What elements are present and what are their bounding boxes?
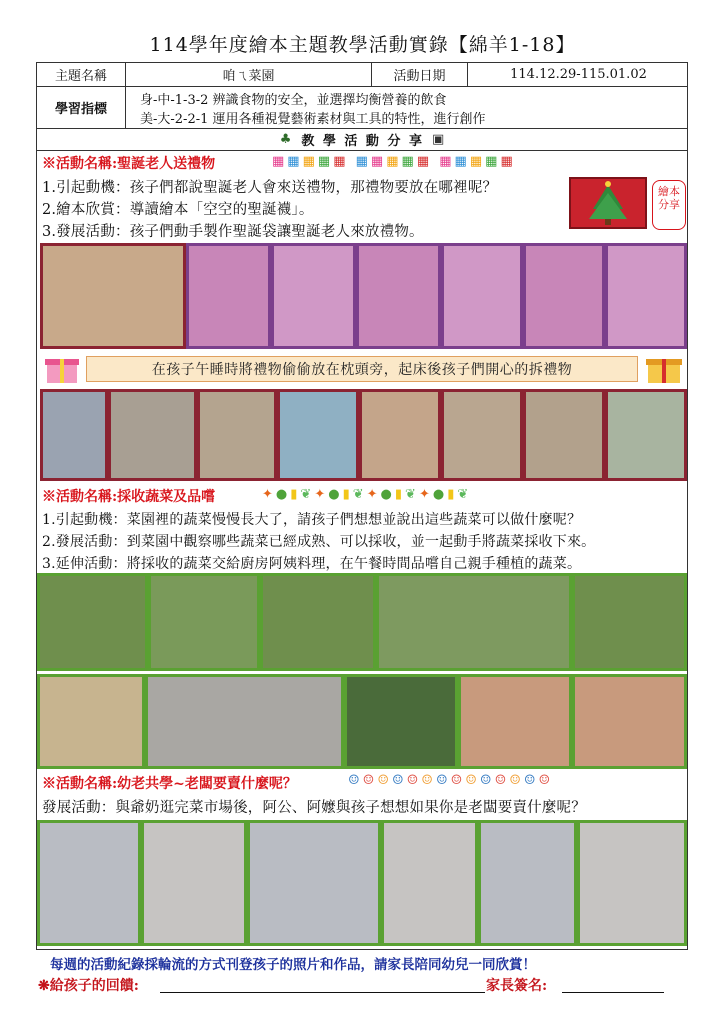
feedback-line[interactable] bbox=[160, 992, 485, 993]
share-heading: 教 學 活 動 分 享 bbox=[301, 133, 424, 149]
activity-2-title: ※活動名稱:採收蔬菜及品嚐 bbox=[42, 489, 216, 505]
photo bbox=[376, 573, 572, 671]
photo bbox=[441, 389, 523, 481]
book-share-tag: 繪本分享 bbox=[652, 180, 686, 230]
photo bbox=[605, 389, 687, 481]
photo bbox=[381, 820, 478, 946]
photo bbox=[37, 674, 145, 769]
activity-3-line-1: 發展活動：與爺奶逛完菜市場後，阿公、阿嬤與孩子想想如果你是老闆要賣什麼呢？ bbox=[42, 800, 586, 816]
photo bbox=[572, 674, 687, 769]
photo bbox=[458, 674, 572, 769]
photo bbox=[605, 243, 687, 349]
photo bbox=[260, 573, 376, 671]
activity-2-line-2: 2.發展活動：到菜園中觀察哪些蔬菜已經成熟、可以採收，並一起動手將蔬菜採收下來。 bbox=[42, 534, 596, 550]
date-value: 114.12.29-115.01.02 bbox=[467, 62, 689, 86]
share-heading-row bbox=[36, 128, 688, 150]
photo bbox=[572, 573, 687, 671]
photo bbox=[37, 820, 141, 946]
activity-1-caption: 在孩子午睡時將禮物偷偷放在枕頭旁，起床後孩子們開心的拆禮物 bbox=[86, 356, 638, 382]
photo bbox=[344, 674, 458, 769]
photo bbox=[271, 243, 356, 349]
indicator-2: 美-大-2-2-1 運用各種視覺藝術素材與工具的特性，進行創作 bbox=[140, 112, 486, 127]
vegetable-icon: ✦●▮❦✦●▮❦✦●▮❦✦●▮❦ bbox=[262, 487, 472, 502]
photo bbox=[148, 573, 260, 671]
photo bbox=[478, 820, 577, 946]
picture-book-cover bbox=[569, 177, 647, 229]
signature-line[interactable] bbox=[562, 992, 664, 993]
photo bbox=[523, 243, 605, 349]
photo bbox=[108, 389, 197, 481]
activity-1-line-3: 3.發展活動：孩子們動手製作聖誕袋讓聖誕老人來放禮物。 bbox=[42, 224, 424, 240]
photo bbox=[523, 389, 605, 481]
theme-label: 主題名稱 bbox=[54, 68, 107, 84]
indicator-label: 學習指標 bbox=[54, 101, 107, 117]
photo bbox=[197, 389, 277, 481]
page-title: 114學年度繪本主題教學活動實錄【綿羊1-18】 bbox=[149, 34, 576, 56]
photo bbox=[277, 389, 359, 481]
date-label: 活動日期 bbox=[371, 62, 467, 86]
divider bbox=[36, 150, 688, 151]
activity-3-title: ※活動名稱:幼老共學~老闆要賣什麼呢？ bbox=[42, 776, 297, 792]
activity-2-line-1: 1.引起動機：菜園裡的蔬菜慢慢長大了，請孩子們想想並說出這些蔬菜可以做什麼呢？ bbox=[42, 512, 582, 528]
reply-label: ❋給孩子的回饋: bbox=[38, 978, 139, 994]
footer-note: 每週的活動紀錄採輪流的方式刊登孩子的照片和作品，請家長陪同幼兒一同欣賞！ bbox=[50, 957, 536, 973]
theme-value: 咱ㄟ菜園 bbox=[125, 62, 371, 86]
indicator-1: 身-中-1-3-2 辨識食物的安全，並選擇均衡營養的飲食 bbox=[140, 93, 447, 108]
photo bbox=[141, 820, 247, 946]
photo bbox=[356, 243, 441, 349]
gift-icon bbox=[644, 351, 684, 385]
gift-icon: ▦▦▦▦▦ ▦▦▦▦▦ ▦▦▦▦▦ bbox=[272, 154, 516, 169]
photo bbox=[247, 820, 381, 946]
people-icon: ☺☺☺☺☺☺☺☺☺☺☺☺☺☺ bbox=[348, 773, 554, 788]
photo bbox=[145, 674, 344, 769]
christmas-tree-icon bbox=[571, 179, 645, 227]
activity-1-line-2: 2.繪本欣賞：導讀繪本「空空的聖誕襪」。 bbox=[42, 202, 314, 218]
activity-1-line-1: 1.引起動機：孩子們都說聖誕老人會來送禮物，那禮物要放在哪裡呢？ bbox=[42, 180, 498, 196]
photo bbox=[359, 389, 441, 481]
photo bbox=[577, 820, 687, 946]
activity-2-line-3: 3.延伸活動：將採收的蔬菜交給廚房阿姨料理，在午餐時間品嚐自己親手種植的蔬菜。 bbox=[42, 556, 582, 572]
photo bbox=[441, 243, 523, 349]
photo bbox=[37, 573, 148, 671]
activity-1-title: ※活動名稱:聖誕老人送禮物 bbox=[42, 156, 216, 172]
gift-icon bbox=[44, 351, 80, 385]
photo bbox=[186, 243, 271, 349]
signature-label: 家長簽名: bbox=[486, 978, 548, 994]
photo bbox=[40, 243, 186, 349]
book-icon: ▣ bbox=[432, 131, 447, 147]
photo bbox=[40, 389, 108, 481]
theme-row bbox=[36, 62, 688, 86]
tree-icon: ♣ bbox=[279, 131, 294, 147]
